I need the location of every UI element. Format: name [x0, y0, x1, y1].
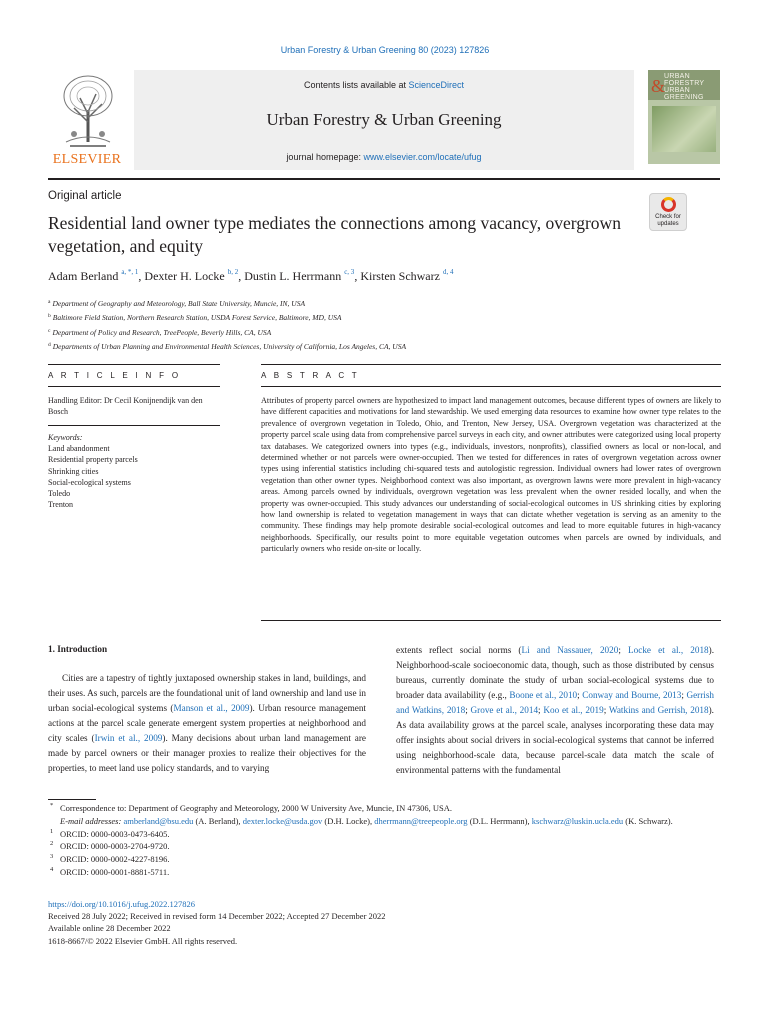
journal-masthead: [48, 70, 720, 172]
footnote-mark: 2: [50, 840, 54, 848]
citation-link[interactable]: Watkins and Gerrish, 2018: [608, 705, 709, 715]
contents-line: [134, 80, 634, 90]
keyword[interactable]: Toledo: [48, 489, 71, 499]
email-owner: (D.H. Locke),: [322, 815, 375, 826]
author-name[interactable]: Dustin L. Herrmann: [244, 269, 342, 283]
citation-link[interactable]: Boone et al., 2010: [509, 690, 578, 700]
email-owner: (D.L. Herrmann),: [467, 815, 532, 826]
orcid-note: [48, 840, 720, 853]
text-run: ). As data availability grows at the parcel scale, analyses incorporating these data may offer insights about social drivers in social-ecological systems that cannot be inferred using neighborhood-scale data, because parcel-scale data match the scale of environmental patterns with the fundamental: [396, 705, 714, 775]
online-date: Available online 28 December 2022: [48, 923, 171, 934]
intro-paragraph: [48, 671, 366, 776]
orcid-note: [48, 866, 720, 879]
text-run: ;: [538, 705, 544, 715]
affiliation-mark: a: [48, 299, 51, 305]
homepage-line: [134, 152, 634, 162]
journal-reference[interactable]: Urban Forestry & Urban Greening 80 (2023) 127826: [280, 45, 490, 55]
footnote-mark: *: [50, 802, 54, 809]
header-divider: [48, 178, 720, 180]
article-info-heading: A R T I C L E I N F O: [48, 371, 181, 380]
homepage-prefix: journal homepage:: [286, 152, 364, 162]
orcid-text: ORCID: 0000-0001-8881-5711.: [60, 866, 170, 877]
keywords-divider: [48, 425, 220, 426]
refresh-icon: [661, 197, 676, 212]
cover-line: FORESTRY: [664, 80, 705, 87]
author-marks[interactable]: d, 4: [442, 268, 454, 276]
affiliation: [48, 310, 668, 324]
affiliation-mark: b: [48, 313, 51, 320]
section-heading: 1. Introduction: [48, 644, 108, 654]
publication-info: [48, 898, 720, 947]
abstract-bottom-rule: [261, 620, 721, 621]
article-title: Residential land owner type mediates the connections among vacancy, overgrown vegetation, and equity: [48, 213, 621, 256]
text-run: ;: [603, 705, 609, 715]
affiliation-text: Baltimore Field Station, Northern Research Station, USDA Forest Service, Baltimore, MD, USA: [52, 313, 342, 323]
body-column-right: [396, 643, 714, 778]
text-run: ;: [618, 645, 629, 655]
affiliation: [48, 296, 668, 310]
text-run: ). Many decisions about urban land management are made by parcel owners or their manager proxies to realize their objectives for the properties, to meet land use policy standards, and to varying: [48, 733, 366, 773]
abstract-text: Attributes of property parcel owners are hypothesized to impact land management outcomes, because different types of owners are likely to have different capacities and motivations for land stewardship. We used emerging data resources to examine how owner type relates to the prevalence of overgrown vegetation in Toledo, Ohio, and Trenton, New Jersey, USA. Overgrown vegetation was characterized at the property parcel scale using data from comprehensive parcel surveys in each city, and owner attributes were categorized using local property tax databases. We categorized owners into types (e.g., individuals, investors, nonprofits), classified owners as local or non-local, and determined whether or not parcels were owner-occupied. Then we tested for differences in rates of overgrown vegetation across owner types using inferential statistics including chi-squared tests and autologistic regression. Individual owners had lower rates of overgrown vegetation than other owner types. Neighborhood context was also important, as overgrown lawns were more prevalent in high-vacancy areas. Among parcels owned by individuals, overgrown vegetation was less prevalent when the owner resided locally, and when the property was owner-occupied. This study advances our understanding of social-ecological outcomes in US shrinking cities by exploring how land ownership is related to vegetation management in ways that can dictate whether vegetation is serving as an amenity to the community. These findings may help promote desirable social-ecological outcomes and lead to more equitable futures in high-vacancy neighborhoods. Specifically, our results point to more equitable vegetation outcomes when parcels are owned by individuals, and particularly owners who reside on-site or locally.: [261, 396, 721, 554]
affiliation: [48, 339, 668, 353]
email-link[interactable]: kschwarz@luskin.ucla.edu: [531, 815, 624, 826]
sciencedirect-link[interactable]: ScienceDirect: [408, 80, 465, 90]
text-run: ;: [577, 690, 583, 700]
abstract-divider: [261, 364, 721, 365]
keyword[interactable]: Residential property parcels: [48, 455, 138, 465]
cover-ampersand: &: [651, 76, 666, 96]
orcid-note: [48, 828, 720, 841]
email-label: E-mail addresses:: [60, 815, 124, 826]
elsevier-logo[interactable]: [48, 72, 126, 168]
email-link[interactable]: dherrmann@treepeople.org: [374, 815, 468, 826]
affiliation-text: Department of Geography and Meteorology, Ball State University, Muncie, IN, USA: [52, 299, 306, 308]
citation-link[interactable]: Li and Nassauer, 2020: [521, 645, 619, 655]
footnotes: [48, 802, 720, 879]
footnote-mark: 1: [50, 827, 54, 835]
email-owner: (A. Berland),: [193, 815, 243, 826]
affiliation: [48, 325, 668, 339]
doi-link[interactable]: https://doi.org/10.1016/j.ufug.2022.127826: [48, 899, 195, 909]
journal-cover-thumbnail[interactable]: [648, 70, 720, 164]
citation-link[interactable]: Locke et al., 2018: [628, 645, 709, 655]
citation-link[interactable]: Grove et al., 2014: [470, 705, 539, 715]
email-link[interactable]: amberland@bsu.edu: [123, 815, 194, 826]
orcid-note: [48, 853, 720, 866]
check-for-updates-button[interactable]: [649, 193, 687, 231]
email-link[interactable]: dexter.locke@usda.gov: [242, 815, 323, 826]
affiliation-mark: c: [48, 327, 51, 334]
elsevier-wordmark: ELSEVIER: [52, 152, 122, 167]
text-run: Cities are a tapestry of tightly juxtaposed ownership stakes in land, buildings, and their uses. As such, parcels are the foundational unit of land ownership and land use in urban social-ecological systems (: [48, 673, 366, 713]
journal-title: Urban Forestry & Urban Greening: [266, 110, 502, 129]
footnote-mark: 4: [50, 865, 54, 873]
email-owner: (K. Schwarz).: [623, 815, 673, 826]
author-name[interactable]: Kirsten Schwarz: [360, 269, 440, 283]
footnote-mark: 3: [50, 853, 54, 861]
affiliation-text: Department of Policy and Research, TreePeople, Beverly Hills, CA, USA: [52, 327, 272, 337]
text-run: extents reflect social norms (: [396, 645, 522, 655]
affiliation-mark: d: [48, 341, 51, 348]
contents-prefix: Contents lists available at: [303, 80, 409, 90]
author-marks[interactable]: a, *, 1: [121, 268, 139, 276]
text-run: ). Urban resource management actions at the parcel scale generate emergent system properties at neighborhood and city scales (: [48, 703, 366, 743]
copyright-line: 1618-8667/© 2022 Elsevier GmbH. All rights reserved.: [48, 935, 238, 946]
body-column-left: [48, 643, 366, 776]
keyword[interactable]: Social-ecological systems: [48, 477, 131, 487]
received-dates: Received 28 July 2022; Received in revised form 14 December 2022; Accepted 27 December 2022: [48, 911, 386, 922]
orcid-text: ORCID: 0000-0002-4227-8196.: [60, 854, 170, 865]
keyword[interactable]: Trenton: [48, 500, 74, 510]
citation-link[interactable]: Manson et al., 2009: [173, 703, 250, 713]
orcid-text: ORCID: 0000-0003-0473-6405.: [60, 828, 170, 839]
citation-link[interactable]: Gerrish and Watkins, 2018: [396, 690, 715, 715]
intro-paragraph: [396, 643, 714, 778]
citation-link[interactable]: Irwin et al., 2009: [94, 733, 163, 743]
article-type: Original article: [48, 190, 122, 202]
article-info-rule: [48, 386, 220, 387]
citation-link[interactable]: Conway and Bourne, 2013: [582, 690, 682, 700]
author-marks[interactable]: c, 3: [344, 268, 355, 276]
cover-line: URBAN: [664, 87, 691, 94]
cover-line: GREENING: [664, 94, 704, 101]
abstract-rule: [261, 386, 721, 387]
author-marks[interactable]: b, 2: [227, 268, 239, 276]
masthead-banner: [134, 70, 634, 170]
cover-image: [652, 106, 716, 152]
citation-link[interactable]: Koo et al., 2019: [543, 705, 604, 715]
correspondence-note: [48, 802, 720, 828]
keyword[interactable]: Shrinking cities: [48, 466, 99, 476]
affiliations: [48, 296, 668, 353]
correspondence-text: Correspondence to: Department of Geography and Meteorology, 2000 W University Ave, Muncie, IN 47306, USA.: [60, 803, 453, 813]
author-name[interactable]: Adam Berland: [48, 269, 119, 283]
author-list: Adam Berland $^{a, *, 1}$, Dexter H. Locke $^{b, 2}$, Dustin L. Herrmann $^{c, 3}$, Kirsten Schwarz $^{d, 4}$: [48, 268, 454, 283]
article-info-divider: [48, 364, 220, 365]
author-name[interactable]: Dexter H. Locke: [144, 269, 225, 283]
text-run: ). Neighborhood-scale socioeconomic data, though, such as those distributed by census bureaus, currently dominate the study of urban social-ecological systems due to broader data availability (e.g.,: [396, 645, 714, 700]
handling-editor: Handling Editor: Dr Cecil Konijnendijk van den Bosch: [48, 396, 203, 416]
keywords-block: [48, 432, 220, 510]
orcid-text: ORCID: 0000-0003-2704-9720.: [60, 841, 170, 852]
keywords-label: Keywords:: [48, 433, 83, 442]
footnote-divider: [48, 799, 96, 800]
elsevier-tree-icon: [60, 72, 116, 148]
keyword[interactable]: Land abandonment: [48, 444, 110, 454]
text-run: ;: [465, 705, 471, 715]
text-run: ;: [681, 690, 687, 700]
abstract-heading: A B S T R A C T: [261, 371, 360, 380]
check-updates-label: Check for updates: [655, 214, 681, 227]
affiliation-text: Departments of Urban Planning and Environmental Health Sciences, University of California, Los Angeles, CA, USA: [52, 341, 407, 351]
cover-line: URBAN: [664, 73, 691, 80]
journal-homepage-link[interactable]: www.elsevier.com/locate/ufug: [363, 152, 482, 162]
